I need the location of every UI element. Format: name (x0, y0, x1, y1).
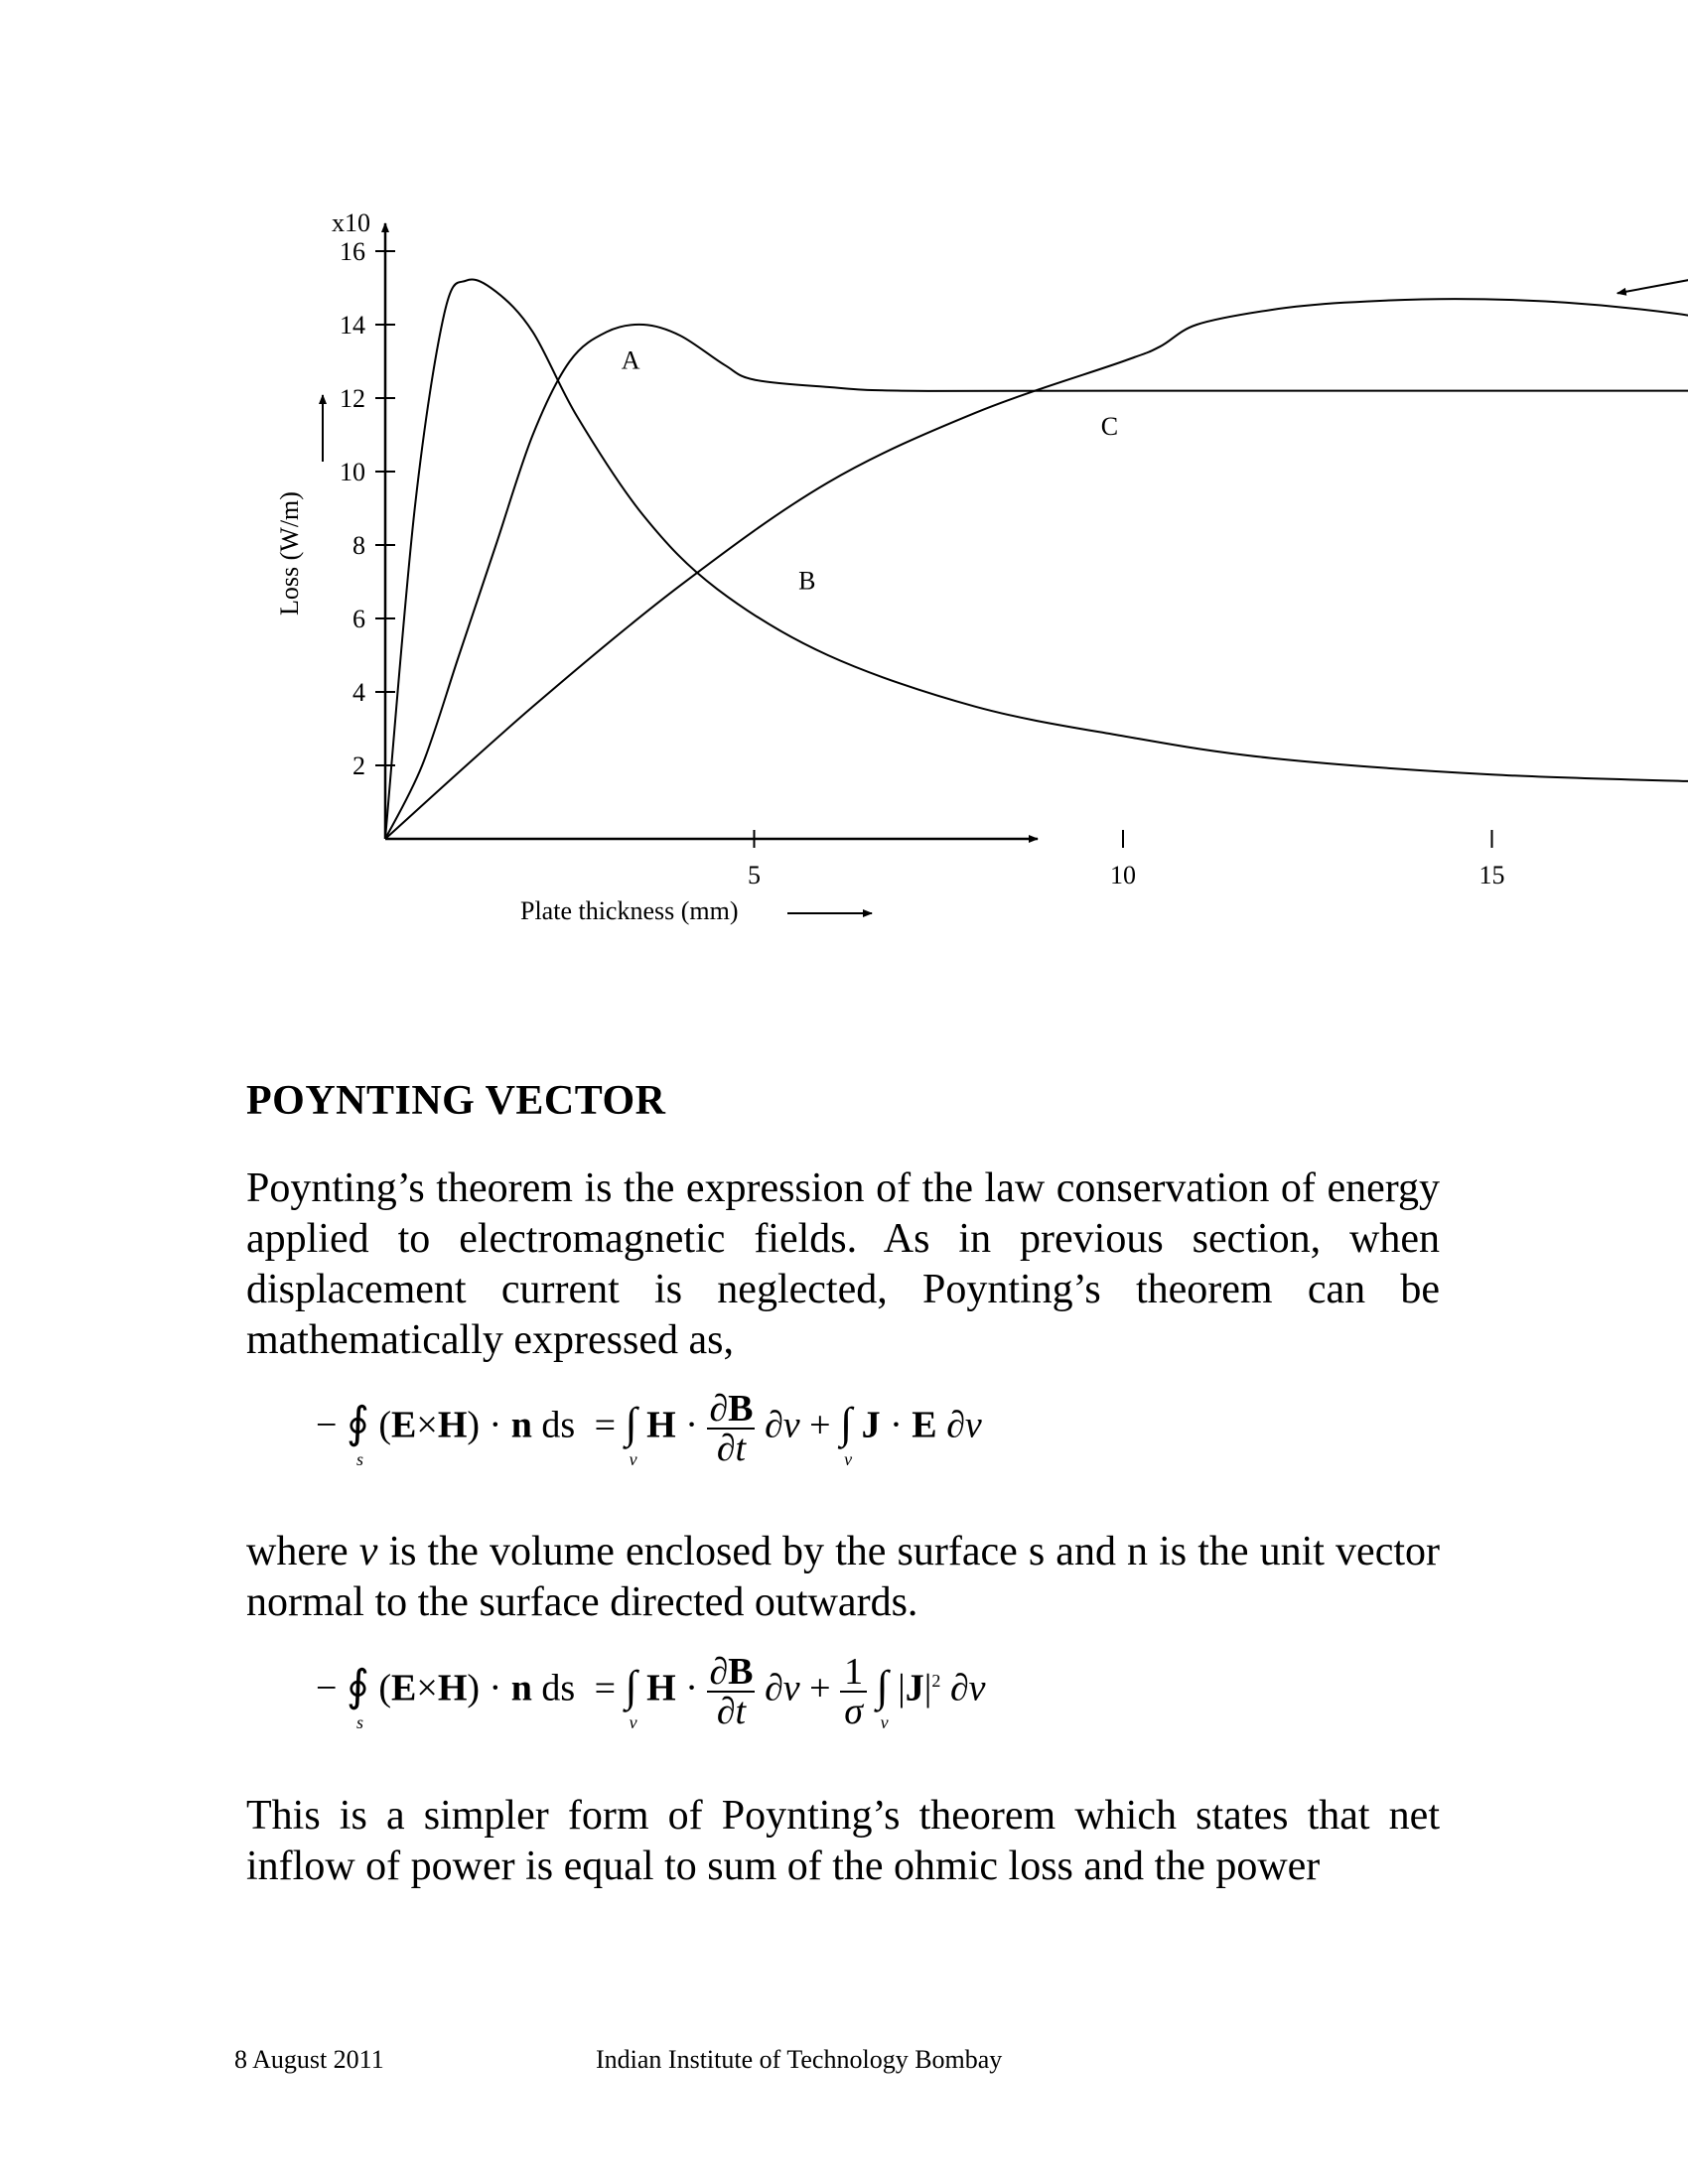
y-tick-label: 14 (340, 311, 365, 340)
series-label-pointer (1618, 259, 1688, 293)
section-heading: POYNTING VECTOR (246, 1078, 666, 1124)
chart-ticks (340, 237, 1688, 889)
curve-annotation: A (621, 345, 640, 375)
y-tick-label: 8 (352, 531, 365, 560)
eq-one-over-sigma: $\frac{1}{\sigma}$ (840, 1653, 867, 1730)
x-tick-label: 5 (748, 861, 761, 889)
y-tick-label: 16 (340, 237, 365, 266)
x-axis-label: Plate thickness (mm) (520, 896, 739, 925)
y-tick-label: 10 (340, 458, 365, 486)
footer-date: 8 August 2011 (234, 2045, 384, 2074)
eq-volume-integral: ∫ v (625, 1398, 637, 1469)
eq-minus: − (316, 1404, 338, 1446)
x-tick-label: 15 (1478, 861, 1505, 889)
loss-vs-thickness-chart (0, 0, 1688, 993)
y-tick-label: 6 (352, 605, 365, 633)
x-tick-label: 10 (1110, 861, 1136, 889)
curve-annotation: C (1100, 412, 1119, 441)
series-line-aluminum (385, 280, 1688, 839)
poynting-equation-2: − ∮ s (E×H) · n ds = ∫ v H · $\frac{\partial B}{\partial t}$ ∂v + $\frac{1}{\sigma}$ ∫ v $|J|^2$ ∂v (316, 1651, 986, 1732)
chart-axes (385, 223, 1038, 839)
series-line-mild-steel (385, 325, 1688, 839)
eq-subscript-s: s (355, 1448, 363, 1469)
y-axis-label: Loss (W/m) (275, 491, 304, 615)
y-tick-label: 4 (352, 678, 365, 707)
where-paragraph: where v is the volume enclosed by the surface s and n is the unit vector normal to the surface directed outwards. (246, 1529, 1440, 1625)
eq-volume-integral-2: ∫ v (840, 1398, 853, 1469)
series-line-stainless-steel (385, 299, 1688, 839)
y-tick-label: 2 (352, 751, 365, 780)
y-tick-label: 12 (340, 384, 365, 413)
footer-institute: Indian Institute of Technology Bombay (596, 2045, 1003, 2074)
chart-annotations (622, 228, 1688, 778)
poynting-equation-1: − ∮ s (E×H) · n ds = ∫ v H · $\frac{\partial B}{\partial t}$ ∂v + ∫ v J · E ∂v (316, 1388, 982, 1469)
curve-annotation: B (798, 566, 816, 596)
chart-series (385, 280, 1688, 839)
summary-paragraph: This is a simpler form of Poynting’s theorem which states that net inflow of power is equal to sum of the ohmic loss and the power (246, 1793, 1440, 1889)
eq-closed-integral: ∮ s (346, 1398, 369, 1469)
eq-fraction: $\frac{\partial B}{\partial t}$ (709, 1388, 754, 1469)
intro-paragraph: Poynting’s theorem is the expression of the law conservation of energy applied to electromagnetic fields. As in previous section, when displacement current is neglected, Poynting’s theorem can be mathematically expressed as, (246, 1165, 1440, 1363)
y-multiplier-label: x10 (332, 208, 370, 237)
